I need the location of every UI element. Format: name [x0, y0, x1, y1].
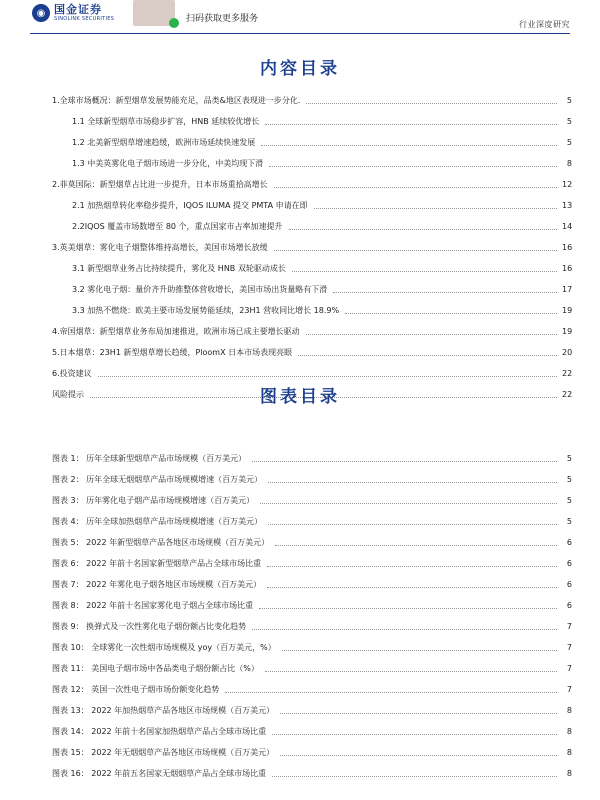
dot-leader: [268, 482, 557, 483]
figure-entry-page-number: 5: [566, 517, 572, 526]
toc-entry-text: 2.2IQOS 覆盖市场数增至 80 个，重点国家市占率加速提升: [72, 221, 286, 232]
toc-entry-text: 5.日本烟草：23H1 新型烟草增长趋缓，PloomX 日本市场表现亮眼: [52, 347, 295, 358]
toc-entry[interactable]: [52, 132, 572, 153]
dot-leader: [306, 103, 557, 104]
toc-entry[interactable]: [52, 195, 572, 216]
figure-entry-page-number: 5: [566, 454, 572, 463]
toc-entry-text: 1.1 全球新型烟草市场稳步扩容，HNB 延续较优增长: [72, 116, 262, 127]
figure-entry-page-number: 8: [566, 748, 572, 757]
toc-entry[interactable]: [52, 279, 572, 300]
figure-entry-page-number: 8: [566, 769, 572, 778]
dot-leader: [345, 313, 557, 314]
toc-entry-text: 3.3 加热不燃烧：欧美主要市场发展势能延续，23H1 营收同比增长 18.9%: [72, 305, 342, 316]
toc-entry-page-number: 19: [562, 327, 573, 336]
toc-title: 内容目录: [260, 59, 340, 79]
figure-entry[interactable]: [52, 721, 572, 742]
dot-leader: [252, 629, 557, 630]
figure-entry-page-number: 6: [566, 538, 572, 547]
toc-entry-text: 3.1 新型烟草业务占比持续提升，雾化及 HNB 双轮驱动成长: [72, 263, 289, 274]
figure-entry-page-number: 8: [566, 727, 572, 736]
logo-english-name: SINOLINK SECURITIES: [54, 16, 115, 22]
toc-entry[interactable]: [52, 174, 572, 195]
figure-entry-text: 图表 5： 2022 年新型烟草产品各地区市场规模（百万美元）: [52, 537, 272, 548]
dot-leader: [272, 776, 557, 777]
toc-entry-page-number: 13: [562, 201, 573, 210]
figure-entry[interactable]: [52, 490, 572, 511]
page-header: [0, 0, 600, 34]
dot-leader: [259, 608, 557, 609]
dot-leader: [265, 671, 557, 672]
figure-entry-page-number: 6: [566, 601, 572, 610]
dot-leader: [274, 250, 557, 251]
figure-index-title: 图表目录: [260, 387, 340, 407]
company-logo: [32, 4, 114, 22]
figure-entry-page-number: 6: [566, 559, 572, 568]
figure-entry[interactable]: [52, 742, 572, 763]
figure-entry[interactable]: [52, 637, 572, 658]
figure-entry-text: 图表 6： 2022 年前十名国家新型烟草产品占全球市场比重: [52, 558, 264, 569]
figure-entry-page-number: 7: [566, 622, 572, 631]
toc-entry-page-number: 17: [562, 285, 573, 294]
logo-icon: ◉: [32, 4, 50, 22]
figure-entry-text: 图表 7： 2022 年雾化电子烟各地区市场规模（百万美元）: [52, 579, 264, 590]
dot-leader: [267, 566, 557, 567]
toc-entry-text: 风险提示: [52, 389, 87, 400]
dot-leader: [260, 503, 557, 504]
toc-entry[interactable]: [52, 300, 572, 321]
dot-leader: [306, 334, 557, 335]
figure-entry[interactable]: [52, 448, 572, 469]
figure-entry[interactable]: [52, 700, 572, 721]
dot-leader: [261, 145, 557, 146]
toc-entry-page-number: 16: [562, 243, 573, 252]
figure-entry-text: 图表 4： 历年全球加热烟草产品市场规模增速（百万美元）: [52, 516, 265, 527]
toc-entry-page-number: 22: [562, 369, 573, 378]
figure-index-list: [52, 448, 572, 784]
figure-entry-text: 图表 3： 历年雾化电子烟产品市场规模增速（百万美元）: [52, 495, 257, 506]
dot-leader: [272, 734, 557, 735]
toc-entry-page-number: 5: [566, 117, 572, 126]
toc-entry[interactable]: [52, 90, 572, 111]
toc-entry[interactable]: [52, 237, 572, 258]
toc-entry-page-number: 22: [562, 390, 573, 399]
figure-entry[interactable]: [52, 574, 572, 595]
figure-entry[interactable]: [52, 679, 572, 700]
figure-entry-page-number: 5: [566, 475, 572, 484]
toc-entry-text: 2.菲莫国际：新型烟草占比进一步提升，日本市场重拾高增长: [52, 179, 271, 190]
figure-entry[interactable]: [52, 595, 572, 616]
report-type-label: 行业深度研究: [519, 20, 570, 29]
toc-entry-page-number: 16: [562, 264, 573, 273]
toc-entry-text: 4.帝国烟草：新型烟草业务布局加速推进，欧洲市场已成主要增长驱动: [52, 326, 303, 337]
dot-leader: [280, 755, 557, 756]
toc-entry-page-number: 20: [562, 348, 573, 357]
toc-entry[interactable]: [52, 342, 572, 363]
toc-entry-page-number: 5: [566, 96, 572, 105]
dot-leader: [98, 376, 557, 377]
toc-entry-page-number: 8: [566, 159, 572, 168]
figure-entry-text: 图表 16： 2022 年前五名国家无烟烟草产品占全球市场比重: [52, 768, 269, 779]
figure-entry-page-number: 7: [566, 664, 572, 673]
toc-entry[interactable]: [52, 258, 572, 279]
figure-entry-text: 图表 2： 历年全球无烟烟草产品市场规模增速（百万美元）: [52, 474, 265, 485]
dot-leader: [333, 292, 557, 293]
toc-entry-page-number: 5: [566, 138, 572, 147]
toc-list: [52, 90, 572, 405]
toc-entry-text: 3.英美烟草：雾化电子烟整体维持高增长，美国市场增长放缓: [52, 242, 271, 253]
header-divider: [30, 33, 570, 34]
figure-entry[interactable]: [52, 658, 572, 679]
dot-leader: [252, 461, 557, 462]
dot-leader: [269, 166, 557, 167]
dot-leader: [282, 650, 557, 651]
figure-entry-text: 图表 1： 历年全球新型烟草产品市场规模（百万美元）: [52, 453, 249, 464]
toc-entry-text: 1.3 中美英雾化电子烟市场进一步分化，中美均现下滑: [72, 158, 266, 169]
toc-entry[interactable]: [52, 363, 572, 384]
figure-entry-text: 图表 11： 美国电子烟市场中各品类电子烟份额占比（%）: [52, 663, 262, 674]
figure-entry[interactable]: [52, 553, 572, 574]
toc-entry-text: 3.2 雾化电子烟：量价齐升助推整体营收增长，美国市场出货量略有下滑: [72, 284, 330, 295]
figure-entry-page-number: 8: [566, 706, 572, 715]
figure-entry[interactable]: [52, 469, 572, 490]
dot-leader: [275, 545, 557, 546]
figure-entry-page-number: 7: [566, 685, 572, 694]
figure-entry[interactable]: [52, 616, 572, 637]
dot-leader: [292, 271, 557, 272]
scan-prompt: 扫码获取更多服务: [186, 14, 259, 24]
figure-entry[interactable]: [52, 511, 572, 532]
toc-entry[interactable]: [52, 153, 572, 174]
toc-entry[interactable]: [52, 321, 572, 342]
dot-leader: [274, 187, 557, 188]
logo-chinese-name: 国金证券: [54, 3, 102, 16]
figure-entry-text: 图表 13： 2022 年加热烟草产品各地区市场规模（百万美元）: [52, 705, 277, 716]
dot-leader: [267, 587, 557, 588]
dot-leader: [265, 124, 557, 125]
toc-entry-page-number: 14: [562, 222, 573, 231]
figure-entry-page-number: 7: [566, 643, 572, 652]
figure-entry-page-number: 5: [566, 496, 572, 505]
figure-entry-text: 图表 12： 英国一次性电子烟市场份额变化趋势: [52, 684, 222, 695]
figure-entry-text: 图表 9： 换弹式及一次性雾化电子烟份额占比变化趋势: [52, 621, 249, 632]
toc-entry-text: 1.2 北美新型烟草增速趋缓，欧洲市场延续快速发展: [72, 137, 258, 148]
toc-entry[interactable]: [52, 216, 572, 237]
figure-entry-text: 图表 8： 2022 年前十名国家雾化电子烟占全球市场比重: [52, 600, 256, 611]
figure-entry-text: 图表 14： 2022 年前十名国家加热烟草产品占全球市场比重: [52, 726, 269, 737]
qr-code-icon: [133, 0, 175, 26]
toc-entry-text: 2.1 加热烟草转化率稳步提升，IQOS ILUMA 提交 PMTA 申请在即: [72, 200, 311, 211]
figure-entry-page-number: 6: [566, 580, 572, 589]
toc-entry-page-number: 19: [562, 306, 573, 315]
figure-entry-text: 图表 10： 全球雾化一次性烟市场规模及 yoy（百万美元，%）: [52, 642, 279, 653]
figure-entry[interactable]: [52, 763, 572, 784]
toc-entry[interactable]: [52, 111, 572, 132]
toc-entry-page-number: 12: [562, 180, 573, 189]
dot-leader: [280, 713, 557, 714]
toc-entry-text: 6.投资建议: [52, 368, 95, 379]
figure-entry-text: 图表 15： 2022 年无烟烟草产品各地区市场规模（百万美元）: [52, 747, 277, 758]
toc-entry-text: 1.全球市场概况：新型烟草发展势能充足，品类&地区表现进一步分化.: [52, 95, 303, 106]
dot-leader: [314, 208, 557, 209]
dot-leader: [289, 229, 557, 230]
dot-leader: [298, 355, 557, 356]
dot-leader: [268, 524, 557, 525]
figure-entry[interactable]: [52, 532, 572, 553]
dot-leader: [225, 692, 557, 693]
